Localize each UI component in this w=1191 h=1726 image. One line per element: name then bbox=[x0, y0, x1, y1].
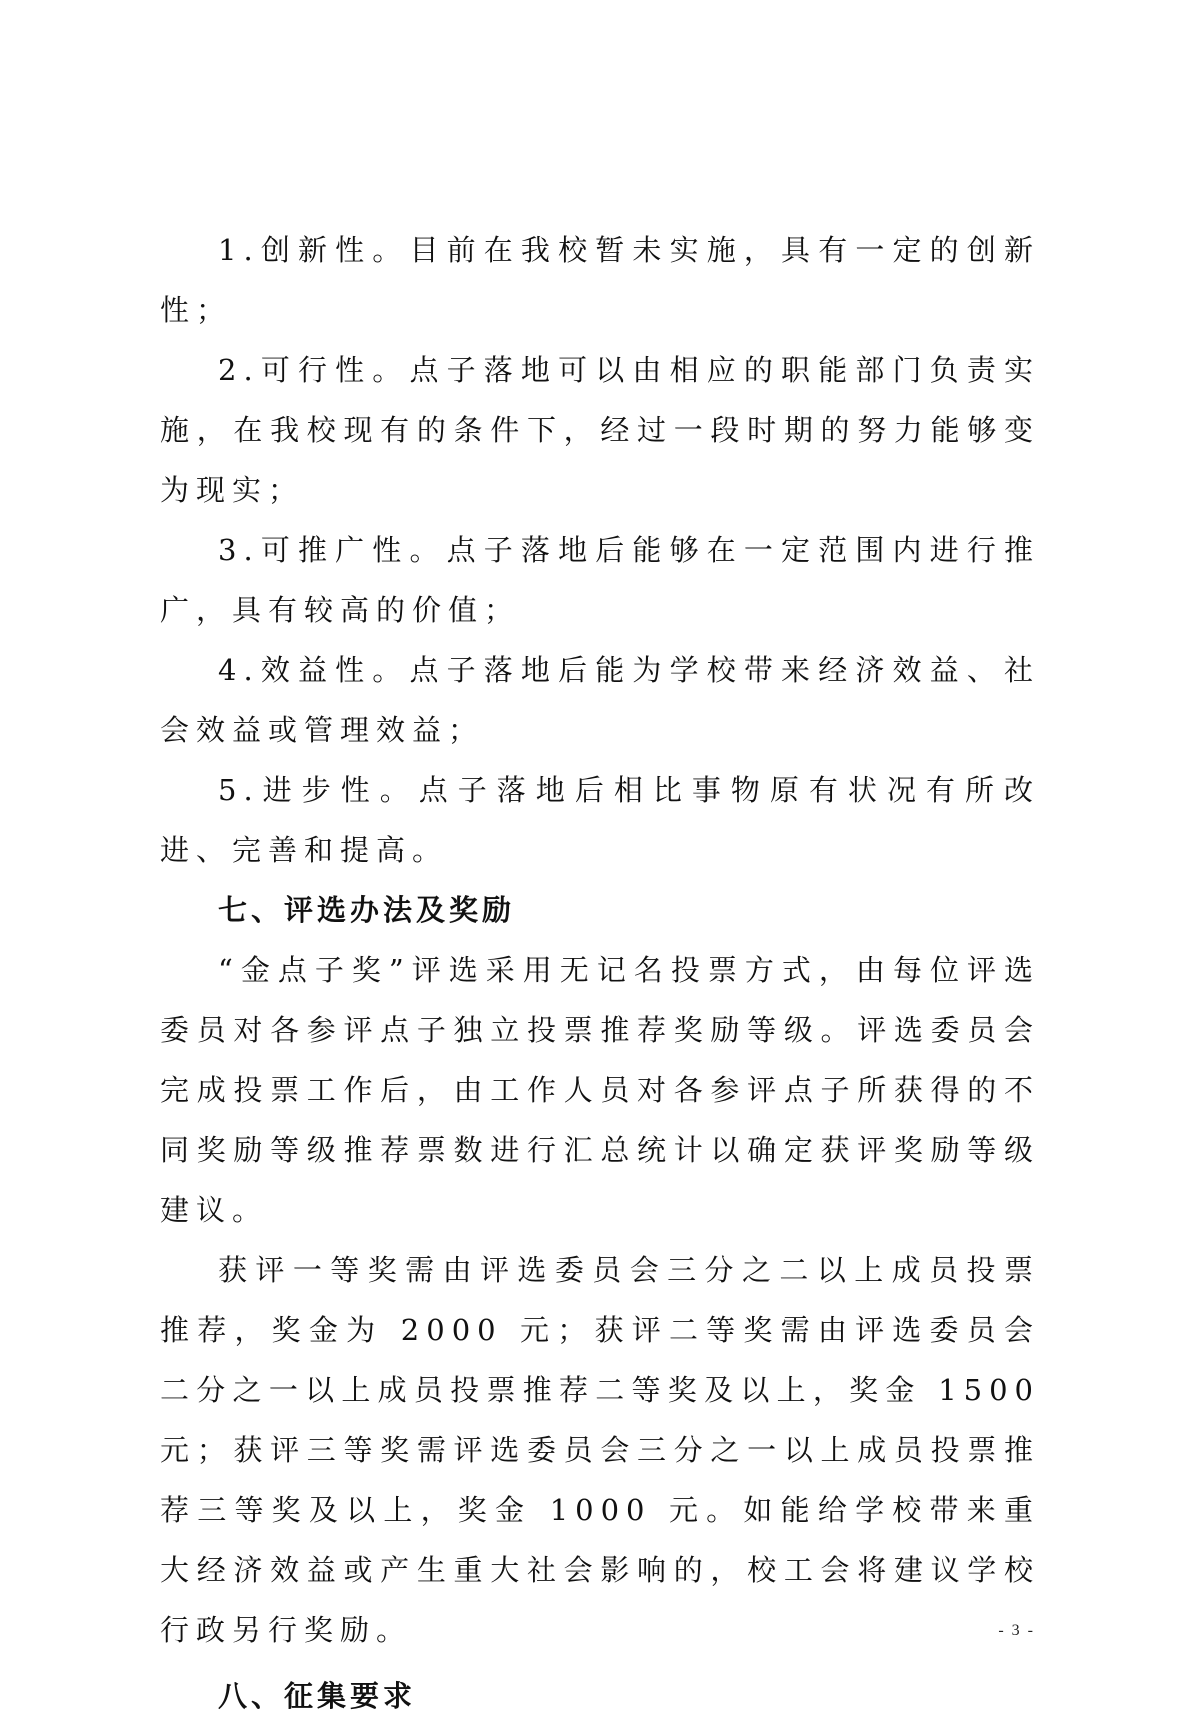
criterion-feasibility: 2.可行性。点子落地可以由相应的职能部门负责实施，在我校现有的条件下，经过一段时期的努力能够变为现实； bbox=[160, 353, 1040, 507]
page-number: - 3 - bbox=[998, 1622, 1035, 1639]
criterion-progress: 5.进步性。点子落地后相比事物原有状况有所改进、完善和提高。 bbox=[160, 773, 1040, 867]
criterion-innovation: 1.创新性。目前在我校暂未实施，具有一定的创新性； bbox=[160, 233, 1040, 327]
section-7-heading: 七、评选办法及奖励 bbox=[218, 893, 516, 927]
section-7-paragraph-voting: “金点子奖”评选采用无记名投票方式，由每位评选委员对各参评点子独立投票推荐奖励等级。评选委员会完成投票工作后，由工作人员对各参评点子所获得的不同奖励等级推荐票数进行汇总统计以确定获评奖励等级建议。 bbox=[160, 953, 1040, 1227]
section-8-heading: 八、征集要求 bbox=[218, 1679, 417, 1713]
criterion-scalability: 3.可推广性。点子落地后能够在一定范围内进行推广，具有较高的价值； bbox=[160, 533, 1040, 627]
criterion-benefit: 4.效益性。点子落地后能为学校带来经济效益、社会效益或管理效益； bbox=[160, 653, 1040, 747]
section-7-paragraph-awards: 获评一等奖需由评选委员会三分之二以上成员投票推荐，奖金为 2000 元；获评二等奖需由评选委员会二分之一以上成员投票推荐二等奖及以上，奖金 1500 元；获评三等奖需评选委员会三分之一以上成员投票推荐三等奖及以上，奖金 1000 元。如能给学校带来重大经济效益或产生重大社会影响的，校工会将建议学校行政另行奖励。 bbox=[160, 1253, 1040, 1647]
document-body bbox=[160, 220, 1040, 1726]
